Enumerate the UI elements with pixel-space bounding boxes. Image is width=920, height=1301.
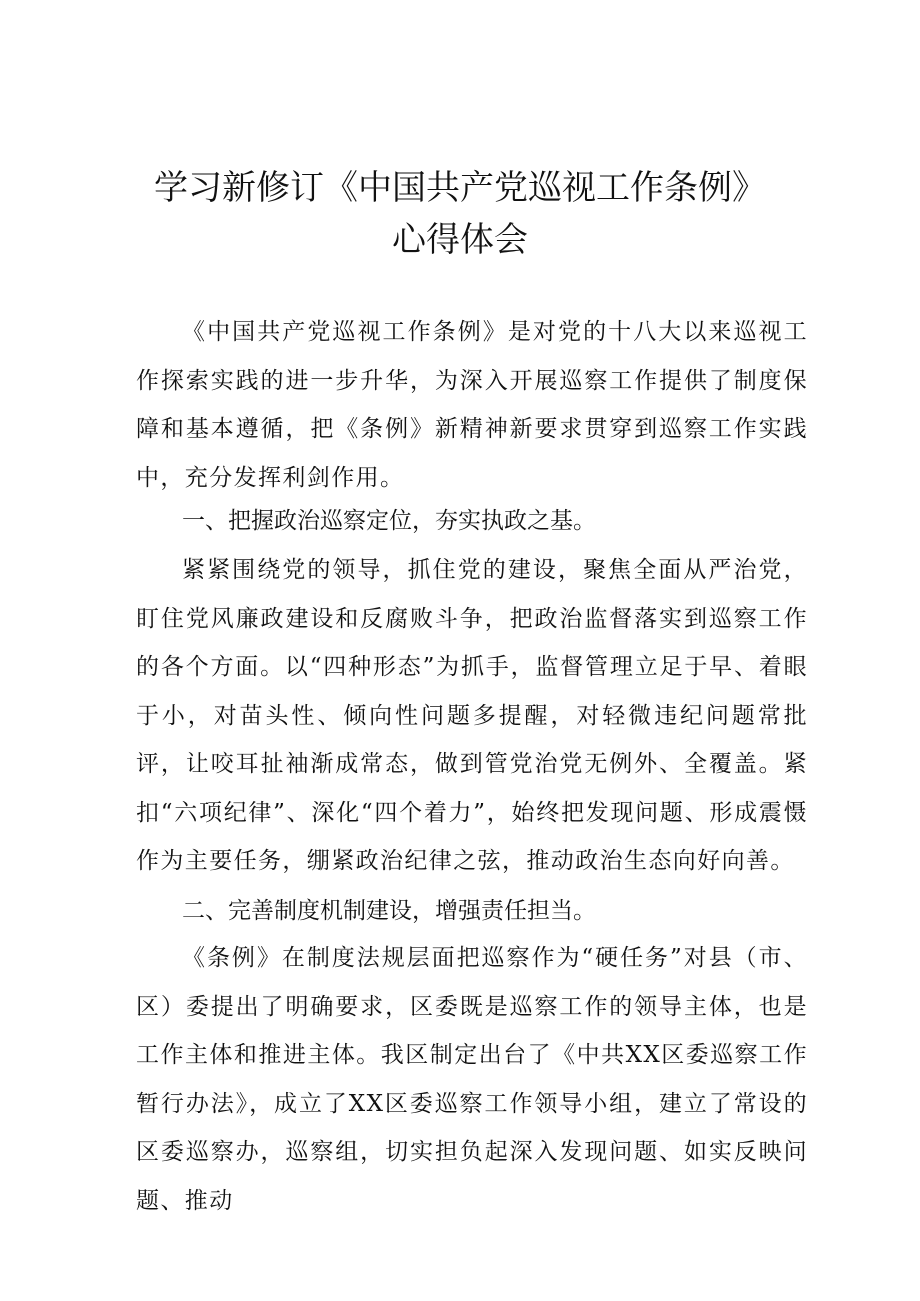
document-title-line2: 心得体会 — [392, 220, 528, 260]
document-title-line1: 学习新修订《中国共产党巡视工作条例》 — [154, 168, 766, 208]
paragraph-section-2: 《条例》在制度法规层面把巡察作为“硬任务”对县（市、区）委提出了明确要求，区委既是巡察工作的领导主体，也是工作主体和推进主体。我区制定出台了《中共XX区委巡察工作暂行办法》，成立了XX区委巡察工作领导小组，建立了常设的区委巡察办，巡察组，切实担负起深入发现问题、如实反映问题、推动 — [136, 945, 808, 1214]
paragraph-section-1: 紧紧围绕党的领导，抓住党的建设，聚焦全面从严治党，盯住党风廉政建设和反腐败斗争，把政治监督落实到巡察工作的各个方面。以“四种形态”为抓手，监督管理立足于早、着眼于小，对苗头性、倾向性问题多提醒，对轻微违纪问题常批评，让咬耳扯袖渐成常态，做到管党治党无例外、全覆盖。紧扣“六项纪律”、深化“四个着力”，始终把发现问题、形成震慑作为主要任务，绷紧政治纪律之弦，推动政治生态向好向善。 — [136, 557, 808, 874]
paragraph-intro: 《中国共产党巡视工作条例》是对党的十八大以来巡视工作探索实践的进一步升华，为深入开展巡察工作提供了制度保障和基本遵循，把《条例》新精神新要求贯穿到巡察工作实践中，充分发挥利剑作用。 — [136, 319, 808, 491]
section-heading-2: 二、完善制度机制建设，增强责任担当。 — [182, 898, 596, 924]
section-heading-1: 一、把握政治巡察定位，夯实执政之基。 — [182, 508, 596, 534]
